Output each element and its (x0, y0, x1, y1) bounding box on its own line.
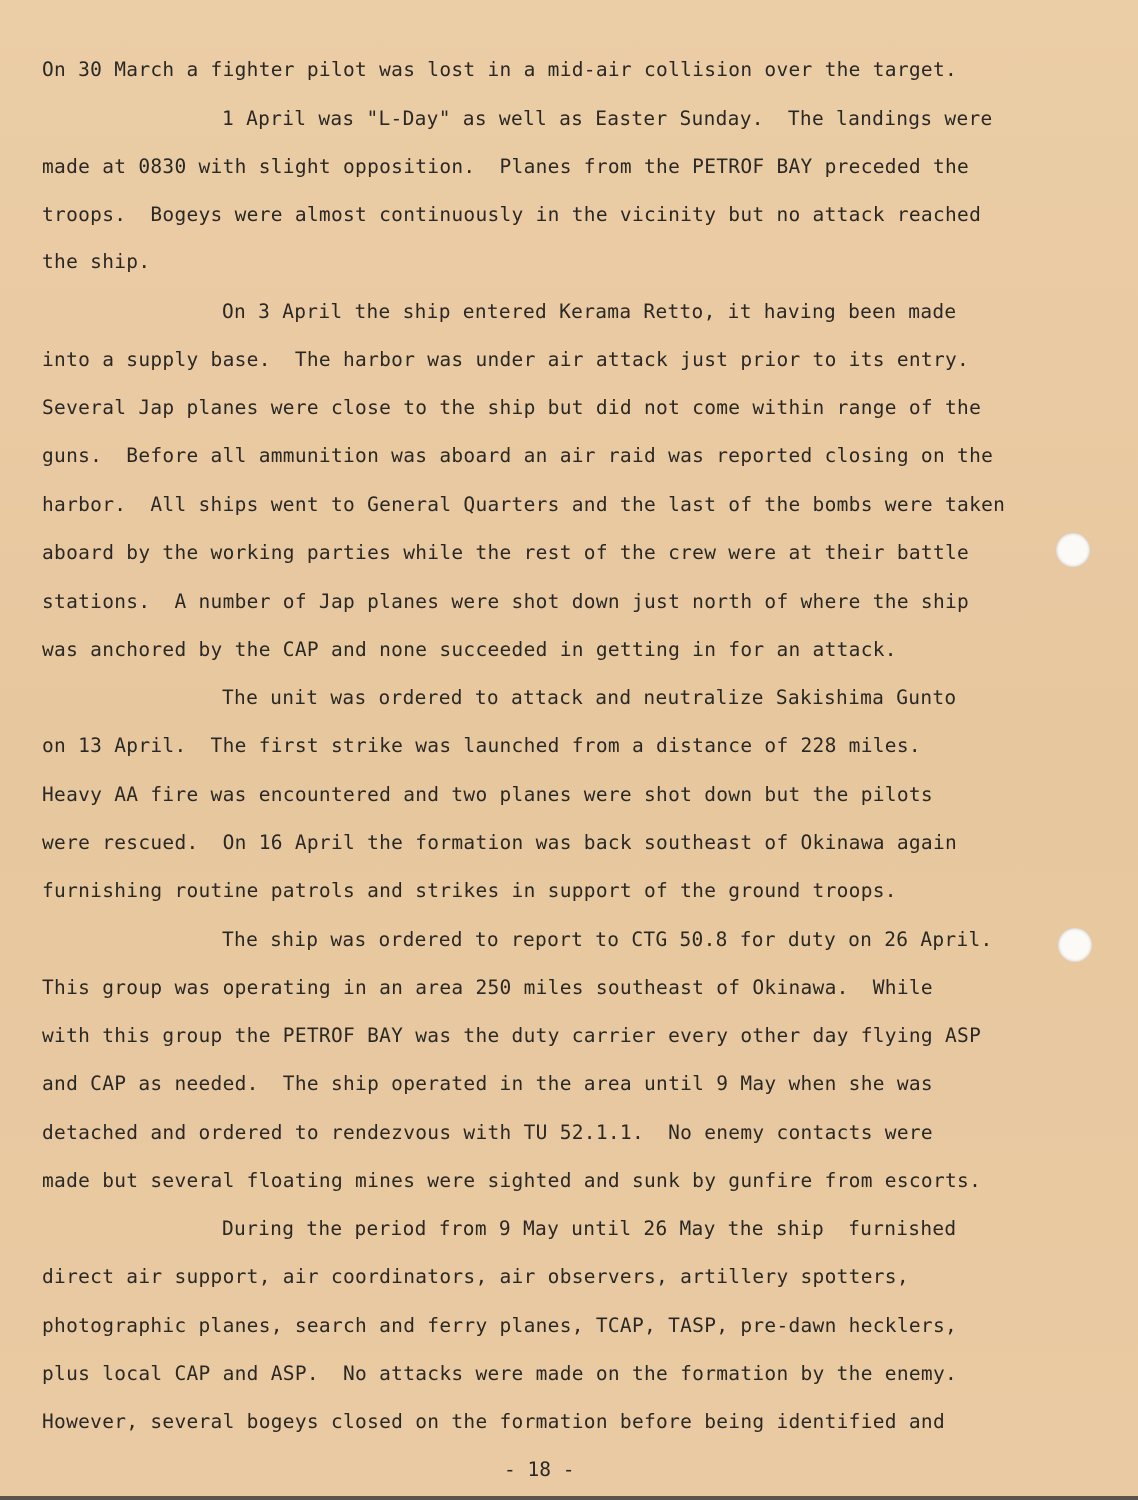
text-line: Several Jap planes were close to the ship but did not come within range of the (42, 396, 982, 419)
text-line: made at 0830 with slight opposition. Planes from the PETROF BAY preceded the (42, 155, 970, 178)
text-line: harbor. All ships went to General Quarters and the last of the bombs were taken (42, 493, 1006, 516)
text-line: detached and ordered to rendezvous with TU 52.1.1. No enemy contacts were (42, 1121, 933, 1144)
text-line: The ship was ordered to report to CTG 50.8 for duty on 26 April. (222, 928, 993, 951)
text-line: direct air support, air coordinators, air observers, artillery spotters, (42, 1265, 909, 1288)
binder-hole-lower (1058, 928, 1092, 962)
text-line: However, several bogeys closed on the formation before being identified and (42, 1410, 945, 1433)
text-line: Heavy AA fire was encountered and two planes were shot down but the pilots (42, 783, 933, 806)
text-line: was anchored by the CAP and none succeeded in getting in for an attack. (42, 638, 897, 661)
text-line: made but several floating mines were sighted and sunk by gunfire from escorts. (42, 1169, 982, 1192)
text-line: were rescued. On 16 April the formation was back southeast of Okinawa again (42, 831, 958, 854)
text-line: 1 April was "L-Day" as well as Easter Sunday. The landings were (222, 107, 993, 130)
text-line: On 3 April the ship entered Kerama Retto, it having been made (222, 300, 957, 323)
text-line: This group was operating in an area 250 miles southeast of Okinawa. While (42, 976, 933, 999)
text-line: into a supply base. The harbor was under air attack just prior to its entry. (42, 348, 970, 371)
text-line: photographic planes, search and ferry planes, TCAP, TASP, pre-dawn hecklers, (42, 1314, 958, 1337)
page-edge (0, 1496, 1138, 1500)
text-line: with this group the PETROF BAY was the duty carrier every other day flying ASP (42, 1024, 982, 1047)
text-line: furnishing routine patrols and strikes in support of the ground troops. (42, 879, 897, 902)
text-line: on 13 April. The first strike was launched from a distance of 228 miles. (42, 734, 921, 757)
binder-hole-upper (1056, 533, 1090, 567)
text-line: guns. Before all ammunition was aboard an air raid was reported closing on the (42, 444, 994, 467)
text-line: During the period from 9 May until 26 May the ship furnished (222, 1217, 957, 1240)
text-line: stations. A number of Jap planes were shot down just north of where the ship (42, 590, 970, 613)
text-line: and CAP as needed. The ship operated in the area until 9 May when she was (42, 1072, 933, 1095)
text-line: aboard by the working parties while the rest of the crew were at their battle (42, 541, 970, 564)
text-line: On 30 March a fighter pilot was lost in a mid-air collision over the target. (42, 58, 958, 81)
text-line: troops. Bogeys were almost continuously in the vicinity but no attack reached (42, 203, 982, 226)
text-line: plus local CAP and ASP. No attacks were made on the formation by the enemy. (42, 1362, 958, 1385)
text-line: the ship. (42, 250, 151, 273)
text-line: The unit was ordered to attack and neutralize Sakishima Gunto (222, 686, 957, 709)
page-number: - 18 - (504, 1458, 575, 1481)
